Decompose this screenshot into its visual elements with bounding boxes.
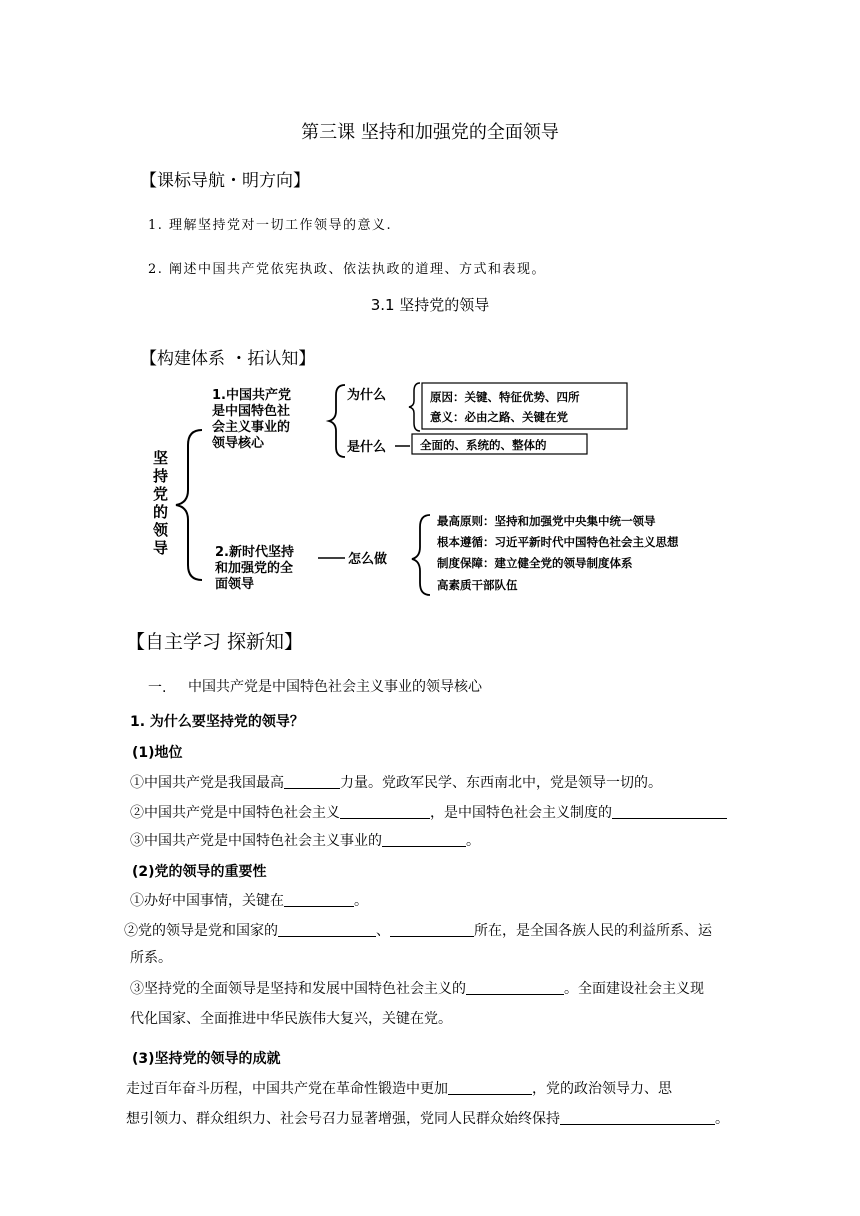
p1-line-2: ②中国共产党是中国特色社会主义 ，是中国特色社会主义制度的 <box>130 802 727 822</box>
question-1: 1. 为什么要坚持党的领导？ <box>130 714 304 730</box>
lesson-title: 第三课 坚持和加强党的全面领导 <box>301 122 559 143</box>
svg-text:和加强党的全: 和加强党的全 <box>215 561 294 576</box>
fill-blank[interactable] <box>284 774 340 789</box>
section-1-number: 一. <box>148 680 167 696</box>
diagram-node-2 <box>215 544 294 592</box>
p3-heading: (3)坚持党的领导的成就 <box>132 1051 281 1067</box>
study-header: 【自主学习 探新知】 <box>126 631 304 653</box>
p2-line-2: ②党的领导是党和国家的 、 所在，是全国各族人民的利益所系、运 <box>124 923 712 939</box>
diagram-root-label <box>152 449 169 557</box>
how-item-4: 高素质干部队伍 <box>437 578 518 592</box>
svg-text:领导核心: 领导核心 <box>212 436 265 451</box>
fill-blank[interactable] <box>466 980 564 995</box>
p3-line-2: 想引领力、群众组织力、社会号召力显著增强，党同人民群众始终保持 。 <box>126 1111 729 1127</box>
svg-text:1.中国共产党: 1.中国共产党 <box>212 388 291 403</box>
objective-1: 1. 理解坚持党对一切工作领导的意义. <box>148 218 393 233</box>
how-item-1: 最高原则：坚持和加强党中央集中统一领导 <box>437 514 656 528</box>
fill-blank[interactable] <box>340 804 430 819</box>
objective-2: 2. 阐述中国共产党依宪执政、依法执政的道理、方式和表现。 <box>148 262 547 277</box>
p2-heading: (2)党的领导的重要性 <box>132 864 267 880</box>
svg-text:会主义事业的: 会主义事业的 <box>212 420 291 435</box>
svg-text:党: 党 <box>153 485 169 503</box>
fill-blank[interactable] <box>390 922 474 937</box>
why-label: 为什么 <box>347 388 387 403</box>
svg-text:导: 导 <box>153 539 169 557</box>
svg-text:是中国特色社: 是中国特色社 <box>212 404 291 419</box>
svg-text:坚: 坚 <box>153 449 169 467</box>
fill-blank[interactable] <box>382 832 466 847</box>
root-brace <box>176 430 202 580</box>
svg-text:持: 持 <box>153 467 169 485</box>
p2-line-3-cont: 代化国家、全面推进中华民族伟大复兴，关键在党。 <box>130 1011 452 1027</box>
p2-line-2-cont: 所系。 <box>130 950 172 966</box>
why-brace <box>409 383 420 431</box>
build-header: 【构建体系 ・拓认知】 <box>140 349 316 369</box>
p1-line-3: ③中国共产党是中国特色社会主义事业的 。 <box>130 833 480 849</box>
p1-line-1: ①中国共产党是我国最高 力量。党政军民学、东西南北中，党是领导一切的。 <box>130 775 662 791</box>
fill-blank[interactable] <box>448 1080 532 1095</box>
p2-line-3: ③坚持党的全面领导是坚持和发展中国特色社会主义的 。全面建设社会主义现 <box>130 981 704 997</box>
nav-header: 【课标导航・明方向】 <box>140 171 310 191</box>
what-label: 是什么 <box>347 440 387 455</box>
p2-line-1: ①办好中国事情，关键在 。 <box>130 893 368 909</box>
svg-text:的: 的 <box>153 503 169 521</box>
p1-heading: (1)地位 <box>132 745 183 761</box>
how-item-3: 制度保障：建立健全党的领导制度体系 <box>437 556 633 570</box>
section-subtitle: 3.1 坚持党的领导 <box>370 296 490 314</box>
node1-brace <box>329 385 345 457</box>
svg-text:2.新时代坚持: 2.新时代坚持 <box>215 545 294 560</box>
fill-blank[interactable] <box>560 1110 715 1125</box>
fill-blank[interactable] <box>612 804 727 819</box>
how-item-2: 根本遵循：习近平新时代中国特色社会主义思想 <box>437 535 679 549</box>
section-1-title: 中国共产党是中国特色社会主义事业的领导核心 <box>188 679 482 695</box>
p3-line-1: 走过百年奋斗历程，中国共产党在革命性锻造中更加 ，党的政治领导力、思 <box>126 1081 672 1097</box>
fill-blank[interactable] <box>278 922 376 937</box>
what-item: 全面的、系统的、整体的 <box>420 438 547 452</box>
fill-blank[interactable] <box>284 892 354 907</box>
why-item-1: 原因：关键、特征优势、四所 <box>430 390 580 404</box>
diagram-node-1 <box>211 387 291 451</box>
why-item-2: 意义：必由之路、关键在党 <box>430 410 568 424</box>
svg-text:面领导: 面领导 <box>215 577 255 592</box>
how-brace <box>412 515 430 595</box>
concept-map-diagram <box>140 375 750 600</box>
how-label: 怎么做 <box>348 552 388 567</box>
svg-text:领: 领 <box>153 521 169 539</box>
